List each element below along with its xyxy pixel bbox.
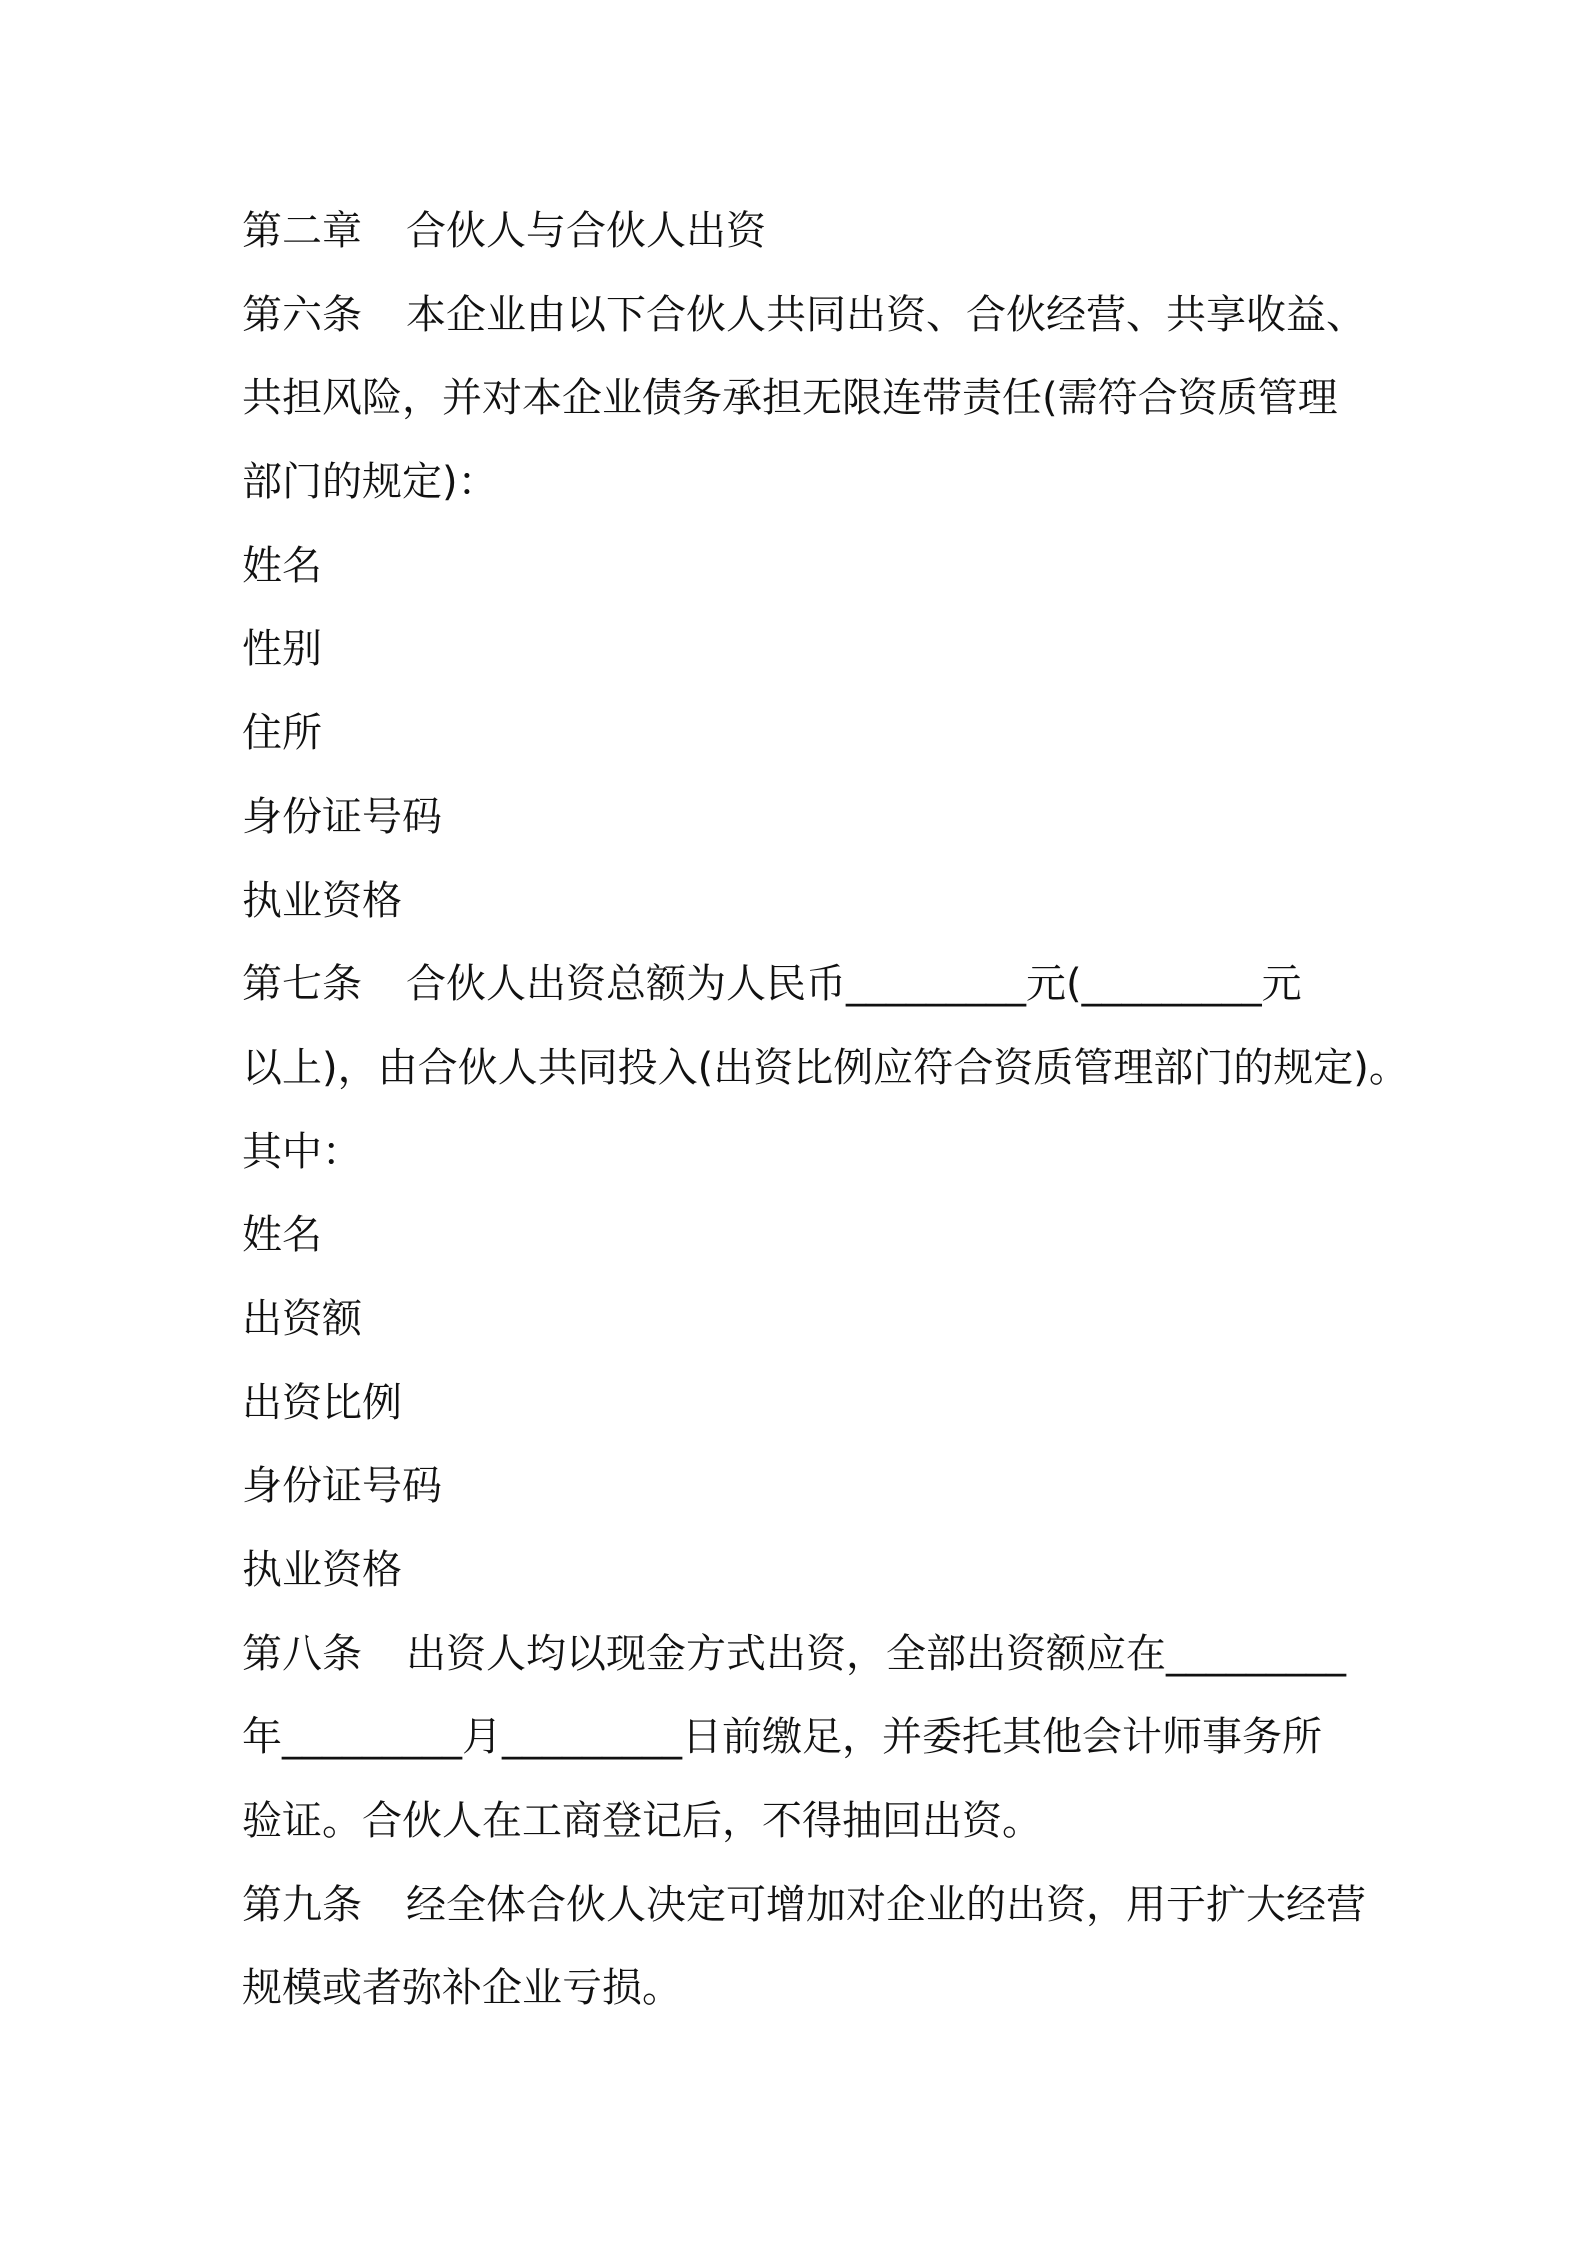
article6-number: 第六条 [242,291,362,338]
article6-text-1: 本企业由以下合伙人共同出资、合伙经营、共享收益、 [406,291,1366,338]
article8-line-1 [242,1613,1362,1697]
article8-line-2: 年_________月_________日前缴足，并委托其他会计师事务所 [242,1714,1322,1761]
article8-number: 第八条 [242,1630,362,1677]
article6-field-gender: 性别 [242,626,322,673]
article7-field-qualification: 执业资格 [242,1547,402,1593]
article7-line-1 [242,943,1362,1027]
article9-line-2: 规模或者弥补企业亏损。 [242,1965,682,2012]
chapter-number: 第二章 [242,208,362,254]
article6-field-name: 姓名 [242,542,322,589]
article6-field-id: 身份证号码 [242,793,442,840]
article6-line-1 [242,274,1366,358]
document-page [242,190,1409,2031]
article6-field-qualification: 执业资格 [242,877,402,924]
article9-number: 第九条 [242,1881,362,1928]
article8-line-3: 验证。合伙人在工商登记后，不得抽回出资。 [242,1798,1042,1845]
article6-field-address: 住所 [242,710,322,757]
article8-text-1: 出资人均以现金方式出资，全部出资额应在_________ [406,1630,1346,1677]
chapter-title: 合伙人与合伙人出资 [406,208,766,254]
article9-line-1 [242,1864,1366,1948]
article7-field-id: 身份证号码 [242,1463,442,1510]
article6-line-2: 共担风险，并对本企业债务承担无限连带责任(需符合资质管理 [242,375,1338,422]
article7-field-amount: 出资额 [242,1295,362,1342]
article7-line-3: 其中： [242,1128,362,1175]
article7-line-2: 以上)，由合伙人共同投入(出资比例应符合资质管理部门的规定)。 [242,1044,1409,1091]
article7-text-1: 合伙人出资总额为人民币_________元(_________元 [406,961,1302,1008]
chapter-heading [242,190,1362,274]
article6-line-3: 部门的规定)： [242,459,498,506]
article9-text-1: 经全体合伙人决定可增加对企业的出资，用于扩大经营 [406,1881,1366,1928]
article7-field-ratio: 出资比例 [242,1379,402,1426]
article7-number: 第七条 [242,961,362,1008]
article7-field-name: 姓名 [242,1212,322,1259]
